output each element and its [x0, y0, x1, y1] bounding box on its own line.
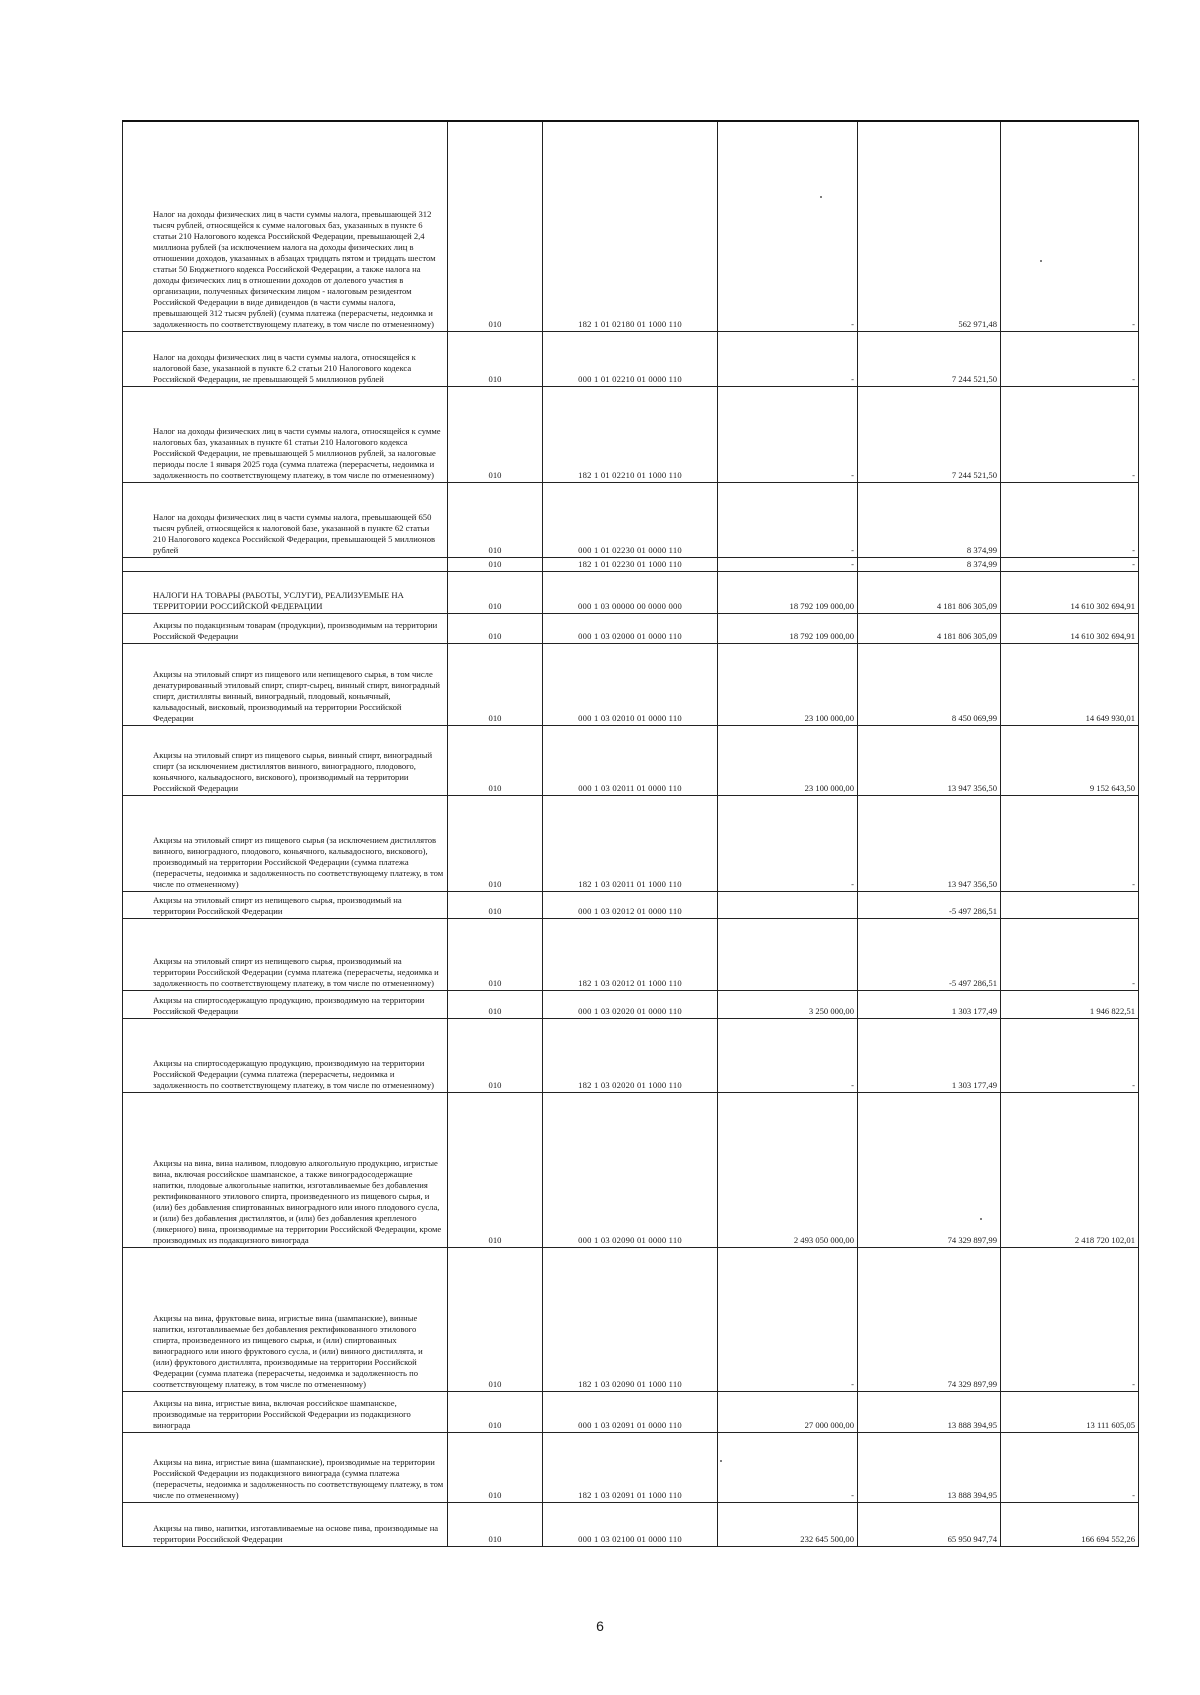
row-line-code: 010: [448, 1432, 543, 1502]
row-unexecuted: [1001, 891, 1139, 918]
row-approved: -: [718, 1247, 858, 1391]
row-unexecuted: -: [1001, 482, 1139, 557]
row-budget-code: 182 1 03 02020 01 1000 110: [543, 1018, 718, 1092]
page-number: 6: [596, 1618, 604, 1634]
row-approved: 23 100 000,00: [718, 725, 858, 795]
row-executed: -5 497 286,51: [858, 918, 1001, 990]
row-line-code: 010: [448, 891, 543, 918]
table-row: [123, 613, 1139, 643]
row-unexecuted: 14 649 930,01: [1001, 643, 1139, 725]
table-row: [123, 557, 1139, 571]
row-approved: -: [718, 1432, 858, 1502]
row-line-code: 010: [448, 1247, 543, 1391]
row-approved: 2 493 050 000,00: [718, 1092, 858, 1247]
row-executed: 8 374,99: [858, 557, 1001, 571]
report-sheet: [122, 120, 1138, 1547]
row-executed: 74 329 897,99: [858, 1092, 1001, 1247]
scan-speck: [980, 1218, 982, 1220]
row-description: Акцизы на этиловый спирт из пищевого сырья (за исключением дистиллятов винного, виноградного, плодового, коньячного, кальвадосного, вискового), производимый на территории Российской Федерации (сумма платежа (перерасчеты, недоимка и задолженность по соответствующему платежу, в том числе по отмененному): [123, 795, 448, 891]
row-line-code: 010: [448, 1391, 543, 1432]
row-unexecuted: -: [1001, 331, 1139, 386]
row-unexecuted: 14 610 302 694,91: [1001, 613, 1139, 643]
row-executed: 1 303 177,49: [858, 1018, 1001, 1092]
row-budget-code: 182 1 03 02012 01 1000 110: [543, 918, 718, 990]
row-line-code: 010: [448, 557, 543, 571]
row-executed: 7 244 521,50: [858, 386, 1001, 482]
row-executed: 13 947 356,50: [858, 795, 1001, 891]
row-description: Налог на доходы физических лиц в части суммы налога, превышающей 650 тысяч рублей, относящейся к налоговой базе, указанной в пункте 62 статьи 210 Налогового кодекса Российской Федерации, превышающей 5 миллионов рублей: [123, 482, 448, 557]
row-approved: 23 100 000,00: [718, 643, 858, 725]
row-budget-code: 000 1 03 02091 01 0000 110: [543, 1391, 718, 1432]
row-budget-code: 000 1 01 02230 01 0000 110: [543, 482, 718, 557]
row-executed: 562 971,48: [858, 121, 1001, 331]
row-description: Акцизы на этиловый спирт из пищевого или непищевого сырья, в том числе денатурированный этиловый спирт, спирт-сырец, винный спирт, виноградный спирт, дистилляты винный, виноградный, плодовый, коньячный, кальвадосный, висковый, производимый на территории Российской Федерации: [123, 643, 448, 725]
row-executed: 65 950 947,74: [858, 1502, 1001, 1546]
row-description: Акцизы на вина, фруктовые вина, игристые вина (шампанские), винные напитки, изготавливаемые без добавления ректификованного этилового спирта, произведенного из пищевого сырья, и (или) спиртованных виноградного или иного фруктового сусла, и (или) винного дистиллята, и (или) фруктового дистиллята, производимые на территории Российской Федерации (сумма платежа (перерасчеты, недоимка и задолженность по соответствующему платежу, в том числе по отмененному): [123, 1247, 448, 1391]
row-description: Акцизы по подакцизным товарам (продукции), производимым на территории Российской Федерации: [123, 613, 448, 643]
row-unexecuted: -: [1001, 1247, 1139, 1391]
row-description: Акцизы на спиртосодержащую продукцию, производимую на территории Российской Федерации (сумма платежа (перерасчеты, недоимка и задолженность по соответствующему платежу, в том числе по отмененному): [123, 1018, 448, 1092]
table-row: [123, 1092, 1139, 1247]
row-unexecuted: 166 694 552,26: [1001, 1502, 1139, 1546]
row-description: Акцизы на вина, игристые вина, включая российское шампанское, производимые на территории Российской Федерации из подакцизного винограда: [123, 1391, 448, 1432]
row-approved: 232 645 500,00: [718, 1502, 858, 1546]
table-row: [123, 643, 1139, 725]
row-approved: -: [718, 795, 858, 891]
row-budget-code: 182 1 01 02210 01 1000 110: [543, 386, 718, 482]
row-budget-code: 182 1 03 02011 01 1000 110: [543, 795, 718, 891]
row-line-code: 010: [448, 643, 543, 725]
row-line-code: 010: [448, 1502, 543, 1546]
row-approved: 18 792 109 000,00: [718, 571, 858, 613]
row-unexecuted: -: [1001, 557, 1139, 571]
row-description: Акцизы на этиловый спирт из пищевого сырья, винный спирт, виноградный спирт (за исключением дистиллятов винного, виноградного, плодового, коньячного, кальвадосного, вискового), производимый на территории Российской Федерации: [123, 725, 448, 795]
table-row: [123, 482, 1139, 557]
row-budget-code: 000 1 01 02210 01 0000 110: [543, 331, 718, 386]
row-executed: 8 450 069,99: [858, 643, 1001, 725]
row-budget-code: 182 1 03 02090 01 1000 110: [543, 1247, 718, 1391]
table-row: [123, 990, 1139, 1018]
row-budget-code: 000 1 03 02100 01 0000 110: [543, 1502, 718, 1546]
table-row: [123, 891, 1139, 918]
row-unexecuted: 14 610 302 694,91: [1001, 571, 1139, 613]
row-approved: 27 000 000,00: [718, 1391, 858, 1432]
row-budget-code: 000 1 03 02012 01 0000 110: [543, 891, 718, 918]
row-line-code: 010: [448, 795, 543, 891]
row-budget-code: 000 1 03 02011 01 0000 110: [543, 725, 718, 795]
row-budget-code: 000 1 03 02000 01 0000 110: [543, 613, 718, 643]
row-line-code: 010: [448, 1018, 543, 1092]
row-budget-code: 000 1 03 02010 01 0000 110: [543, 643, 718, 725]
table-row: [123, 571, 1139, 613]
row-line-code: 010: [448, 725, 543, 795]
row-approved: -: [718, 386, 858, 482]
table-row: [123, 725, 1139, 795]
row-executed: 7 244 521,50: [858, 331, 1001, 386]
row-executed: 13 888 394,95: [858, 1391, 1001, 1432]
row-unexecuted: -: [1001, 386, 1139, 482]
row-line-code: 010: [448, 1092, 543, 1247]
row-executed: 8 374,99: [858, 482, 1001, 557]
row-description: Акцизы на спиртосодержащую продукцию, производимую на территории Российской Федерации: [123, 990, 448, 1018]
table-row: [123, 1432, 1139, 1502]
row-description: Налог на доходы физических лиц в части суммы налога, относящейся к налоговой базе, указанной в пункте 6.2 статьи 210 Налогового кодекса Российской Федерации, не превышающей 5 миллионов рублей: [123, 331, 448, 386]
row-description: Акцизы на этиловый спирт из непищевого сырья, производимый на территории Российской Федерации (сумма платежа (перерасчеты, недоимка и задолженность по соответствующему платежу, в том числе по отмененному): [123, 918, 448, 990]
row-executed: 74 329 897,99: [858, 1247, 1001, 1391]
row-executed: 13 888 394,95: [858, 1432, 1001, 1502]
scan-speck: [1040, 260, 1042, 262]
row-budget-code: 182 1 01 02180 01 1000 110: [543, 121, 718, 331]
scan-speck: [820, 196, 822, 198]
row-approved: -: [718, 482, 858, 557]
row-unexecuted: -: [1001, 1432, 1139, 1502]
row-approved: [718, 891, 858, 918]
row-budget-code: 182 1 01 02230 01 1000 110: [543, 557, 718, 571]
row-line-code: 010: [448, 482, 543, 557]
table-row: [123, 1502, 1139, 1546]
row-description: НАЛОГИ НА ТОВАРЫ (РАБОТЫ, УСЛУГИ), РЕАЛИЗУЕМЫЕ НА ТЕРРИТОРИИ РОССИЙСКОЙ ФЕДЕРАЦИИ: [123, 571, 448, 613]
row-description: [123, 557, 448, 571]
row-approved: -: [718, 331, 858, 386]
row-approved: -: [718, 121, 858, 331]
row-unexecuted: -: [1001, 795, 1139, 891]
row-budget-code: 000 1 03 02020 01 0000 110: [543, 990, 718, 1018]
row-approved: [718, 918, 858, 990]
row-executed: 1 303 177,49: [858, 990, 1001, 1018]
table-row: [123, 918, 1139, 990]
table-row: [123, 795, 1139, 891]
row-unexecuted: 13 111 605,05: [1001, 1391, 1139, 1432]
row-approved: 3 250 000,00: [718, 990, 858, 1018]
row-line-code: 010: [448, 121, 543, 331]
row-budget-code: 182 1 03 02091 01 1000 110: [543, 1432, 718, 1502]
table-row: [123, 1018, 1139, 1092]
scan-speck: [720, 1460, 722, 1462]
row-description: Акцизы на вина, вина наливом, плодовую алкогольную продукцию, игристые вина, включая российское шампанское, а также виноградосодержащие напитки, плодовые алкогольные напитки, изготавливаемые без добавления ректификованного этилового спирта, произведенного из пищевого сырья, и (или) без добавления спиртованных виноградного или иного плодового сусла, и (или) без добавления дистиллятов, и (или) без добавления крепленого (ликерного) вина, производимые на территории Российской Федерации, кроме производимых из подакцизного винограда: [123, 1092, 448, 1247]
row-line-code: 010: [448, 386, 543, 482]
table-row: [123, 1391, 1139, 1432]
row-approved: -: [718, 1018, 858, 1092]
row-executed: 4 181 806 305,09: [858, 571, 1001, 613]
income-report-table: [122, 120, 1139, 1547]
row-description: Акцизы на этиловый спирт из непищевого сырья, производимый на территории Российской Федерации: [123, 891, 448, 918]
row-line-code: 010: [448, 613, 543, 643]
row-approved: 18 792 109 000,00: [718, 613, 858, 643]
row-executed: 4 181 806 305,09: [858, 613, 1001, 643]
row-description: Акцизы на вина, игристые вина (шампанские), производимые на территории Российской Федерации из подакцизного винограда (сумма платежа (перерасчеты, недоимка и задолженность по соответствующему платежу, в том числе по отмененному): [123, 1432, 448, 1502]
row-description: Акцизы на пиво, напитки, изготавливаемые на основе пива, производимые на территории Российской Федерации: [123, 1502, 448, 1546]
row-unexecuted: -: [1001, 918, 1139, 990]
row-unexecuted: 9 152 643,50: [1001, 725, 1139, 795]
row-executed: -5 497 286,51: [858, 891, 1001, 918]
row-budget-code: 000 1 03 00000 00 0000 000: [543, 571, 718, 613]
row-unexecuted: -: [1001, 121, 1139, 331]
row-unexecuted: 1 946 822,51: [1001, 990, 1139, 1018]
row-unexecuted: -: [1001, 1018, 1139, 1092]
row-approved: -: [718, 557, 858, 571]
table-row: [123, 1247, 1139, 1391]
row-executed: 13 947 356,50: [858, 725, 1001, 795]
row-line-code: 010: [448, 571, 543, 613]
row-line-code: 010: [448, 918, 543, 990]
row-line-code: 010: [448, 331, 543, 386]
row-unexecuted: 2 418 720 102,01: [1001, 1092, 1139, 1247]
row-description: Налог на доходы физических лиц в части суммы налога, превышающей 312 тысяч рублей, относящейся к сумме налоговых баз, указанных в пункте 6 статьи 210 Налогового кодекса Российской Федерации, превышающей 2,4 миллиона рублей (за исключением налога на доходы физических лиц в отношении доходов, указанных в абзацах тридцать пятом и тридцать шестом статьи 50 Бюджетного кодекса Российской Федерации, а также налога на доходы физических лиц в отношении доходов от долевого участия в организации, полученных физическим лицом - налоговым резидентом Российской Федерации в виде дивидендов (в части суммы налога, превышающей 312 тысяч рублей) (сумма платежа (перерасчеты, недоимка и задолженность по соответствующему платежу, в том числе по отмененному): [123, 121, 448, 331]
table-row: [123, 121, 1139, 331]
row-line-code: 010: [448, 990, 543, 1018]
table-row: [123, 331, 1139, 386]
row-budget-code: 000 1 03 02090 01 0000 110: [543, 1092, 718, 1247]
row-description: Налог на доходы физических лиц в части суммы налога, относящейся к сумме налоговых баз, указанных в пункте 61 статьи 210 Налогового кодекса Российской Федерации, не превышающей 5 миллионов рублей, за налоговые периоды после 1 января 2025 года (сумма платежа (перерасчеты, недоимка и задолженность по соответствующему платежу, в том числе по отмененному): [123, 386, 448, 482]
table-row: [123, 386, 1139, 482]
